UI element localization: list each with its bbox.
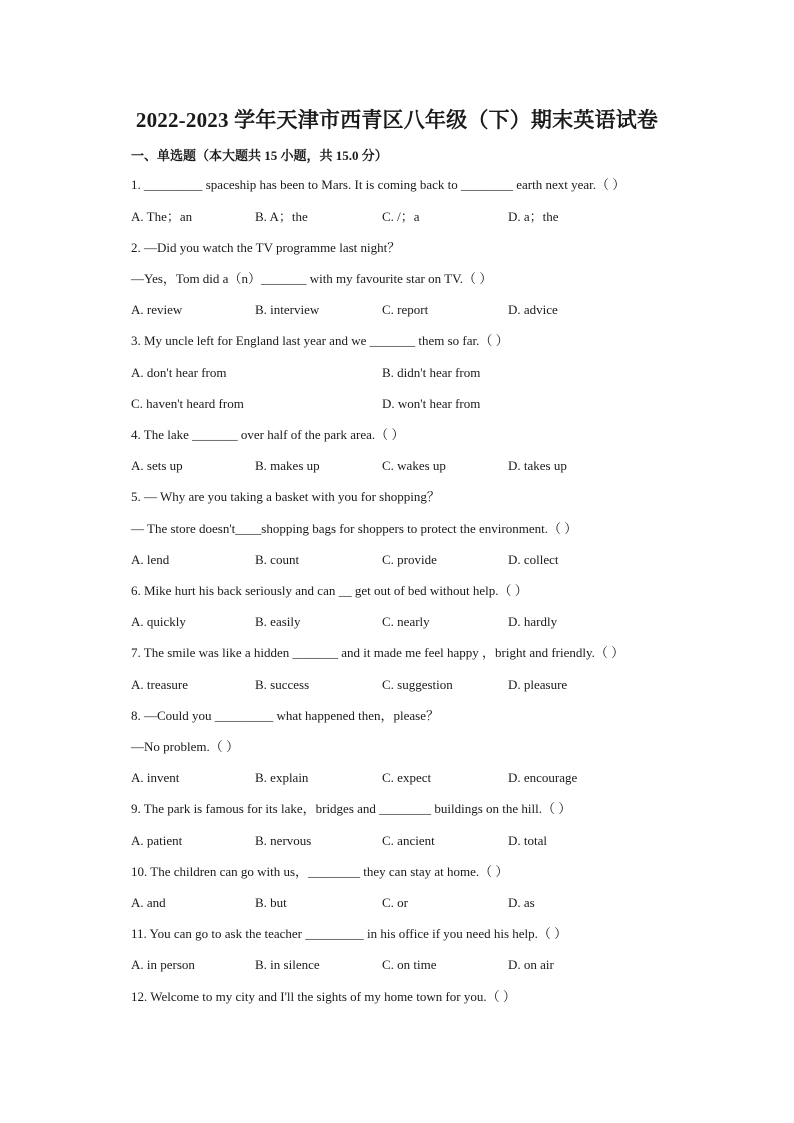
- question-2-stem-line: 2. —Did you watch the TV programme last night？: [131, 240, 401, 255]
- question-8-stem-line: 8. —Could you _________ what happened then，please？: [131, 708, 439, 723]
- question-1-stem-line: 1. _________ spaceship has been to Mars. It is coming back to ________ earth next year.（ ）: [131, 177, 626, 192]
- question-5-option-A[interactable]: A. lend: [131, 552, 170, 567]
- question-6-option-C[interactable]: C. nearly: [382, 614, 430, 629]
- question-9-stem-line: 9. The park is famous for its lake，bridges and ________ buildings on the hill.（ ）: [131, 801, 572, 816]
- question-7-option-C[interactable]: C. suggestion: [382, 677, 453, 692]
- question-4-option-C[interactable]: C. wakes up: [382, 458, 446, 473]
- question-6-option-D[interactable]: D. hardly: [508, 614, 558, 629]
- question-2-option-A[interactable]: A. review: [131, 302, 183, 317]
- question-1-option-B[interactable]: B. A；the: [255, 209, 308, 224]
- question-9-option-C[interactable]: C. ancient: [382, 833, 435, 848]
- question-8-option-B[interactable]: B. explain: [255, 770, 309, 785]
- question-4-option-B[interactable]: B. makes up: [255, 458, 320, 473]
- question-5-option-B[interactable]: B. count: [255, 552, 300, 567]
- question-8-option-D[interactable]: D. encourage: [508, 770, 578, 785]
- question-5-option-D[interactable]: D. collect: [508, 552, 559, 567]
- question-3-stem-line: 3. My uncle left for England last year and we _______ them so far.（ ）: [131, 333, 509, 348]
- question-2-stem-line: —Yes，Tom did a（n）_______ with my favourite star on TV.（ ）: [131, 271, 493, 286]
- question-10-option-C[interactable]: C. or: [382, 895, 408, 910]
- question-2-option-D[interactable]: D. advice: [508, 302, 558, 317]
- question-9-option-D[interactable]: D. total: [508, 833, 547, 848]
- question-4-option-A[interactable]: A. sets up: [131, 458, 183, 473]
- question-7-stem-line: 7. The smile was like a hidden _______ and it made me feel happy ，bright and friendly.（ ）: [131, 645, 625, 660]
- question-6-option-A[interactable]: A. quickly: [131, 614, 186, 629]
- question-4-stem-line: 4. The lake _______ over half of the park area.（ ）: [131, 427, 405, 442]
- question-2-option-B[interactable]: B. interview: [255, 302, 320, 317]
- question-3-option-D[interactable]: D. won't hear from: [382, 396, 481, 411]
- question-2-option-C[interactable]: C. report: [382, 302, 429, 317]
- question-10-option-B[interactable]: B. but: [255, 895, 287, 910]
- question-8-option-A[interactable]: A. invent: [131, 770, 180, 785]
- question-7-option-D[interactable]: D. pleasure: [508, 677, 568, 692]
- question-11-option-D[interactable]: D. on air: [508, 957, 554, 972]
- question-1-option-A[interactable]: A. The；an: [131, 209, 193, 224]
- question-11-option-B[interactable]: B. in silence: [255, 957, 320, 972]
- question-5-stem-line: — The store doesn't____shopping bags for shoppers to protect the environment.（ ）: [131, 521, 578, 536]
- question-5-option-C[interactable]: C. provide: [382, 552, 437, 567]
- question-7-option-B[interactable]: B. success: [255, 677, 310, 692]
- question-11-option-A[interactable]: A. in person: [131, 957, 195, 972]
- question-10-option-D[interactable]: D. as: [508, 895, 535, 910]
- question-9-option-A[interactable]: A. patient: [131, 833, 183, 848]
- question-3-option-A[interactable]: A. don't hear from: [131, 365, 227, 380]
- question-8-option-C[interactable]: C. expect: [382, 770, 432, 785]
- question-6-option-B[interactable]: B. easily: [255, 614, 301, 629]
- question-11-option-C[interactable]: C. on time: [382, 957, 437, 972]
- question-7-option-A[interactable]: A. treasure: [131, 677, 189, 692]
- question-9-option-B[interactable]: B. nervous: [255, 833, 312, 848]
- question-12-stem-line: 12. Welcome to my city and I'll the sights of my home town for you.（ ）: [131, 989, 516, 1004]
- question-3-option-C[interactable]: C. haven't heard from: [131, 396, 244, 411]
- question-11-stem-line: 11. You can go to ask the teacher _________ in his office if you need his help.（ ）: [131, 926, 568, 941]
- question-3-option-B[interactable]: B. didn't hear from: [382, 365, 481, 380]
- question-5-stem-line: 5. — Why are you taking a basket with you for shopping？: [131, 489, 440, 504]
- question-10-option-A[interactable]: A. and: [131, 895, 166, 910]
- section-heading: 一、单选题（本大题共 15 小题，共 15.0 分）: [131, 148, 388, 163]
- question-6-stem-line: 6. Mike hurt his back seriously and can __ get out of bed without help.（ ）: [131, 583, 528, 598]
- question-10-stem-line: 10. The children can go with us，________ they can stay at home.（ ）: [131, 864, 509, 879]
- question-1-option-C[interactable]: C. /；a: [382, 209, 420, 224]
- question-1-option-D[interactable]: D. a；the: [508, 209, 559, 224]
- page-title: 2022-2023 学年天津市西青区八年级（下）期末英语试卷: [135, 108, 659, 132]
- question-4-option-D[interactable]: D. takes up: [508, 458, 567, 473]
- question-8-stem-line: —No problem.（ ）: [131, 739, 239, 754]
